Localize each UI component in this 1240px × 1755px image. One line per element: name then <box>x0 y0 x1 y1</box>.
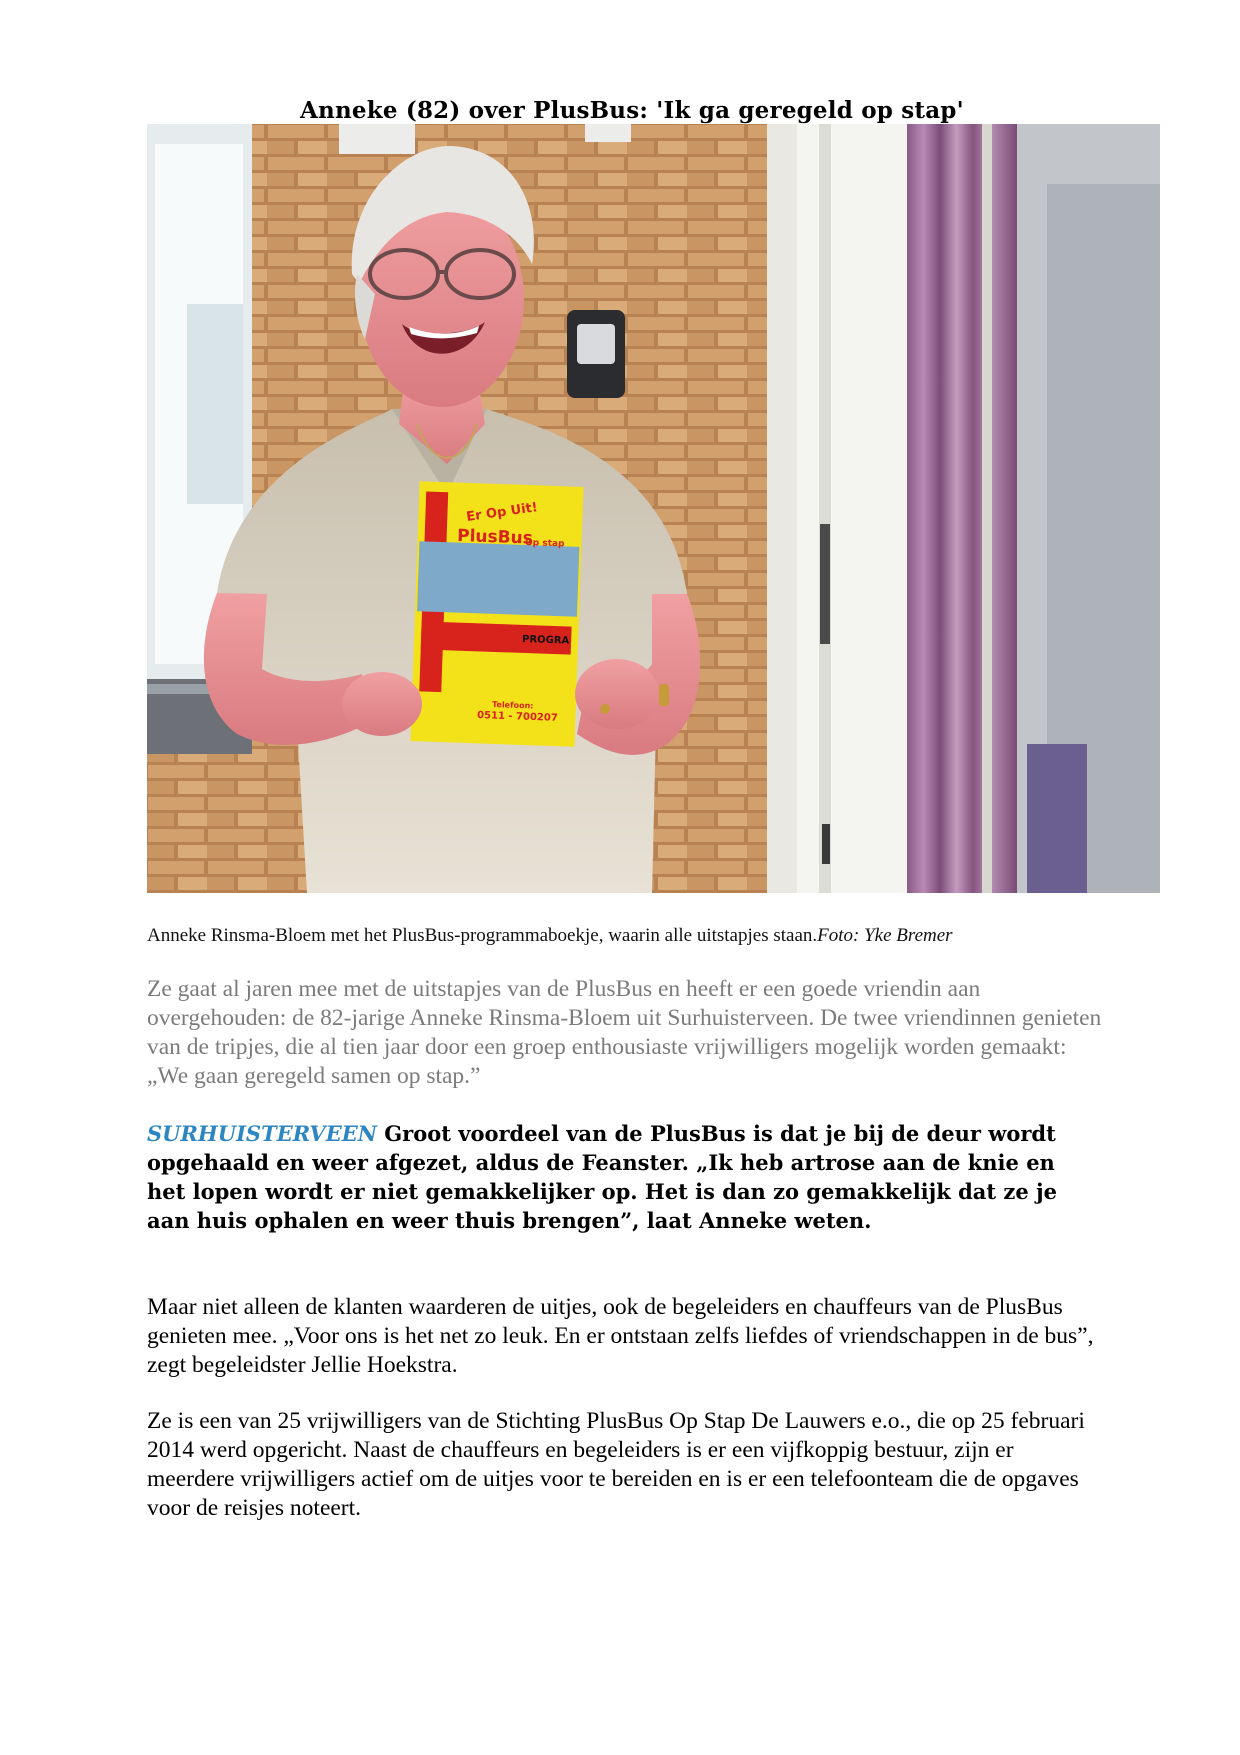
photo-caption <box>147 923 1160 949</box>
body-paragraph-1: Maar niet alleen de klanten waarderen de uitjes, ook de begeleiders en chauffeurs van de PlusBus genieten mee. „Voor ons is het net zo leuk. En er ontstaan zelfs liefdes of vriendschappen in de bus”, zegt begeleidster Jellie Hoekstra. <box>147 1294 1094 1378</box>
brochure-title: PlusBus <box>456 526 534 549</box>
article-headline: Anneke (82) over PlusBus: 'Ik ga geregeld op stap' <box>300 97 964 124</box>
article-lead <box>147 1119 1087 1235</box>
brochure-subtitle: Op stap <box>524 538 565 550</box>
lead-text: Groot voordeel van de PlusBus is dat je bij de deur wordt opgehaald en weer afgezet, aldus de Feanster. „Ik heb artrose aan de knie en het lopen wordt er niet gemakkelijker op. Het is dan zo gemakkelijk dat ze je aan huis ophalen en weer thuis brengen”, laat Anneke weten. <box>147 1121 1057 1233</box>
photo-credit: Foto: Yke Bremer <box>817 925 953 946</box>
brochure-tagline: Er Op Uit! <box>465 500 539 525</box>
article-photo <box>147 124 1160 893</box>
brochure-phone-label: Telefoon: <box>491 700 534 711</box>
article-intro: Ze gaat al jaren mee met de uitstapjes van de PlusBus en heeft er een goede vriendin aan overgehouden: de 82-jarige Anneke Rinsma-Bloem uit Surhuisterveen. De twee vriendinnen genieten van de tripjes, die al tien jaar door een groep enthousiaste vrijwilligers mogelijk worden gemaakt: „We gaan geregeld samen op stap.” <box>147 976 1102 1089</box>
caption-text: Anneke Rinsma-Bloem met het PlusBus-programmaboekje, waarin alle uitstapjes staan. <box>147 925 818 946</box>
body-paragraph-2: Ze is een van 25 vrijwilligers van de Stichting PlusBus Op Stap De Lauwers e.o., die op 25 februari 2014 werd opgericht. Naast de chauffeurs en begeleiders is er een vijfkoppig bestuur, zijn er meerdere vrijwilligers actief om de uitjes voor te bereiden en is er een telefoonteam die de opgaves voor de reisjes noteert. <box>147 1408 1085 1521</box>
photo-illustration <box>147 124 1160 893</box>
plusbus-brochure <box>411 481 584 747</box>
brochure-phone-number: 0511 - 700207 <box>476 710 558 724</box>
dateline: SURHUISTERVEEN <box>147 1121 377 1146</box>
brochure-program: PROGRA <box>521 634 570 647</box>
